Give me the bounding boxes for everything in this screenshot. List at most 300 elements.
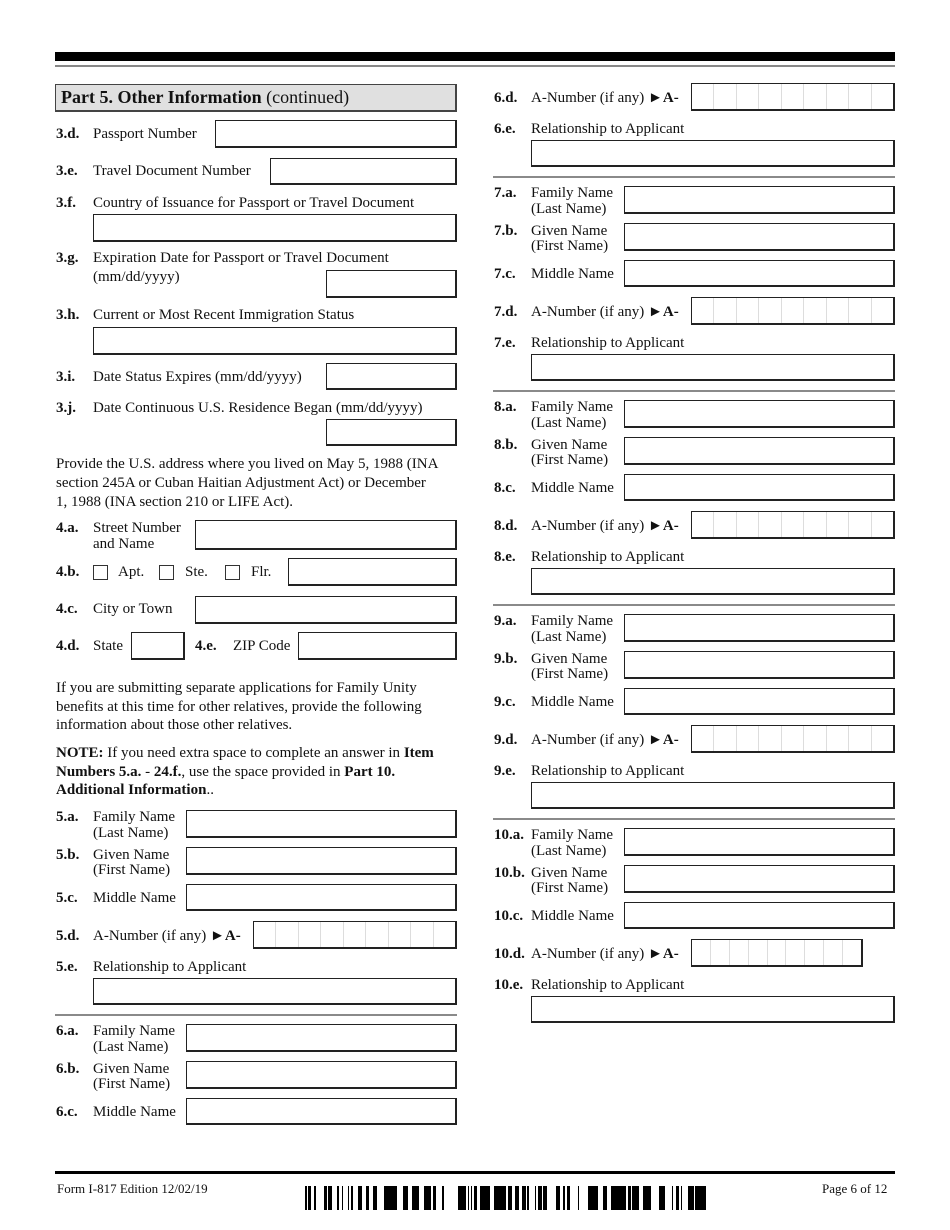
a-number-input[interactable] bbox=[691, 83, 895, 111]
item-number: 5.d. bbox=[56, 928, 80, 944]
barcode-bar bbox=[515, 1186, 519, 1210]
relative-number: 10 bbox=[494, 865, 509, 881]
item-number: 9.d. bbox=[494, 732, 518, 748]
a-number-digit-cell bbox=[759, 726, 781, 751]
barcode-bar bbox=[415, 1186, 418, 1210]
item-number: 6.e. bbox=[494, 121, 516, 137]
relationship-label: Relationship to Applicant bbox=[531, 549, 685, 565]
barcode-bar bbox=[418, 1186, 419, 1210]
a-number-digit-cell bbox=[768, 940, 787, 965]
relative-number: 6 bbox=[494, 121, 502, 137]
a-prefix: A- bbox=[224, 928, 241, 944]
middle-name-input[interactable] bbox=[624, 260, 895, 287]
item-number: 10.d. bbox=[494, 946, 525, 962]
passport-number-input[interactable] bbox=[215, 120, 457, 148]
status-expires-input[interactable] bbox=[326, 363, 457, 390]
family-name-input[interactable] bbox=[624, 186, 895, 214]
a-number-digit-cell bbox=[782, 512, 804, 537]
note-bold: Item bbox=[403, 745, 434, 761]
barcode-bar bbox=[305, 1186, 307, 1210]
family-instructions: benefits at this time for other relatives, provide the following bbox=[56, 699, 422, 715]
barcode-bar bbox=[563, 1186, 565, 1210]
status-expires-label: Date Status Expires (mm/dd/yyyy) bbox=[93, 369, 302, 385]
address-instructions: section 245A or Cuban Haitian Adjustment Act) or December bbox=[56, 475, 426, 491]
barcode-bar bbox=[386, 1186, 390, 1210]
item-number: 3.j. bbox=[56, 400, 76, 416]
item-number: 5.b. bbox=[56, 847, 80, 863]
relationship-input[interactable] bbox=[531, 996, 895, 1023]
barcode-bar bbox=[611, 1186, 615, 1210]
barcode-bar bbox=[427, 1186, 430, 1210]
item-number: 5.c. bbox=[56, 890, 78, 906]
middle-name-input[interactable] bbox=[624, 688, 895, 715]
barcode-bar bbox=[463, 1186, 466, 1210]
relative-number: 5 bbox=[56, 959, 64, 975]
given-name-label: Given Name bbox=[531, 223, 608, 239]
expiration-date-input[interactable] bbox=[326, 270, 457, 298]
item-number: 7.a. bbox=[494, 185, 517, 201]
given-name-label: Given Name bbox=[531, 437, 608, 453]
family-name-label: Family Name bbox=[531, 827, 614, 843]
item-number: 10.e. bbox=[494, 977, 524, 993]
section-header bbox=[55, 84, 457, 112]
a-number-text: A-Number (if any) bbox=[531, 946, 645, 962]
barcode-bar bbox=[604, 1186, 607, 1210]
barcode-bar bbox=[496, 1186, 500, 1210]
note-line-3 bbox=[56, 781, 214, 799]
barcode-bar bbox=[699, 1186, 703, 1210]
footer-page-number: Page 6 of 12 bbox=[822, 1181, 888, 1196]
a-number-label bbox=[531, 945, 679, 963]
a-number-digit-cell bbox=[254, 922, 276, 947]
a-number-digit-cell bbox=[872, 298, 893, 323]
immigration-status-input[interactable] bbox=[93, 327, 457, 355]
barcode-bar bbox=[695, 1186, 699, 1210]
item-number: 3.i. bbox=[56, 369, 76, 385]
middle-name-input[interactable] bbox=[186, 884, 457, 911]
a-number-digit-cell bbox=[344, 922, 366, 947]
barcode-bar bbox=[522, 1186, 526, 1210]
barcode-bar bbox=[568, 1186, 570, 1210]
first-name-label: (First Name) bbox=[531, 666, 609, 682]
a-number-digit-cell bbox=[827, 512, 849, 537]
section-divider bbox=[493, 390, 895, 392]
relationship-label: Relationship to Applicant bbox=[531, 977, 685, 993]
barcode-bar bbox=[308, 1186, 310, 1210]
apt-checkbox[interactable] bbox=[93, 565, 108, 580]
street-label-2: and Name bbox=[93, 536, 155, 552]
a-number-digit-cell bbox=[366, 922, 388, 947]
relative-number: 9 bbox=[494, 763, 502, 779]
a-number-text: A-Number (if any) bbox=[93, 928, 207, 944]
barcode-bar bbox=[433, 1186, 436, 1210]
relative-number: 8 bbox=[494, 518, 502, 534]
relative-number: 8 bbox=[494, 480, 502, 496]
relative-number: 9 bbox=[494, 694, 502, 710]
section-divider bbox=[493, 176, 895, 178]
note-text: , use the space provided in bbox=[181, 764, 345, 780]
relationship-input[interactable] bbox=[93, 978, 457, 1005]
a-number-digit-cell bbox=[872, 726, 893, 751]
last-name-label: (Last Name) bbox=[531, 843, 607, 859]
barcode-bar bbox=[384, 1186, 386, 1210]
barcode-bar bbox=[461, 1186, 463, 1210]
note-bold: 24.f. bbox=[153, 764, 182, 780]
barcode-bar bbox=[468, 1186, 469, 1210]
section-divider bbox=[55, 1014, 457, 1016]
item-number: 7.d. bbox=[494, 304, 518, 320]
state-select[interactable] bbox=[131, 632, 185, 660]
zip-label: ZIP Code bbox=[233, 638, 291, 654]
a-number-digit-cell bbox=[411, 922, 433, 947]
barcode-bar bbox=[328, 1186, 332, 1210]
first-name-label: (First Name) bbox=[531, 452, 609, 468]
barcode-bar bbox=[622, 1186, 626, 1210]
item-number: 3.e. bbox=[56, 163, 78, 179]
a-number-digit-cell bbox=[692, 298, 714, 323]
a-number-label bbox=[531, 303, 679, 321]
barcode-bar bbox=[474, 1186, 477, 1210]
a-number-digit-cell bbox=[804, 726, 826, 751]
barcode-bar bbox=[314, 1186, 316, 1210]
family-name-label: Family Name bbox=[93, 809, 176, 825]
relative-number: 5 bbox=[56, 809, 64, 825]
last-name-label: (Last Name) bbox=[531, 629, 607, 645]
a-number-digit-cell bbox=[276, 922, 298, 947]
barcode-bar bbox=[661, 1186, 665, 1210]
barcode-bar bbox=[373, 1186, 375, 1210]
first-name-label: (First Name) bbox=[531, 238, 609, 254]
a-number-digit-cell bbox=[714, 84, 736, 109]
last-name-label: (Last Name) bbox=[93, 1039, 169, 1055]
item-number: 4.a. bbox=[56, 520, 79, 536]
barcode-bar bbox=[632, 1186, 636, 1210]
a-number-digit-cell bbox=[711, 940, 730, 965]
arrow-icon: ► bbox=[210, 928, 225, 944]
barcode-bar bbox=[578, 1186, 579, 1210]
note-bold: Numbers 5.a. bbox=[56, 764, 142, 780]
a-number-digit-cell bbox=[849, 84, 871, 109]
family-name-input[interactable] bbox=[624, 828, 895, 856]
city-input[interactable] bbox=[195, 596, 457, 624]
a-number-digit-cell bbox=[389, 922, 411, 947]
relative-number: 9 bbox=[494, 613, 502, 629]
a-number-digit-cell bbox=[759, 84, 781, 109]
middle-name-label: Middle Name bbox=[531, 480, 614, 496]
arrow-icon: ► bbox=[648, 90, 663, 106]
barcode-bar bbox=[342, 1186, 343, 1210]
a-number-digit-cell bbox=[737, 84, 759, 109]
country-of-issuance-label: Country of Issuance for Passport or Travel Document bbox=[93, 195, 415, 211]
travel-document-number-input[interactable] bbox=[270, 158, 457, 185]
given-name-input[interactable] bbox=[186, 847, 457, 875]
first-name-label: (First Name) bbox=[93, 862, 171, 878]
barcode-bar bbox=[544, 1186, 545, 1210]
item-number: 6.b. bbox=[56, 1061, 80, 1077]
barcode-bar bbox=[596, 1186, 598, 1210]
barcode-bar bbox=[535, 1186, 536, 1210]
a-number-digit-cell bbox=[737, 726, 759, 751]
family-name-label: Family Name bbox=[531, 185, 614, 201]
barcode-bar bbox=[659, 1186, 661, 1210]
item-number: 10.c. bbox=[494, 908, 524, 924]
arrow-icon: ► bbox=[648, 518, 663, 534]
relationship-input[interactable] bbox=[531, 782, 895, 809]
note-text: If you need extra space to complete an answer in bbox=[103, 745, 404, 761]
middle-name-input[interactable] bbox=[186, 1098, 457, 1125]
item-number: 9.a. bbox=[494, 613, 517, 629]
a-number-digit-cell bbox=[827, 298, 849, 323]
relative-number: 10 bbox=[494, 946, 509, 962]
a-number-label bbox=[93, 927, 241, 945]
top-thick-rule bbox=[55, 52, 895, 61]
middle-name-label: Middle Name bbox=[93, 890, 176, 906]
a-prefix: A- bbox=[662, 518, 679, 534]
a-number-digit-cell bbox=[692, 726, 714, 751]
a-number-input[interactable] bbox=[691, 939, 863, 967]
barcode-bar bbox=[424, 1186, 427, 1210]
top-thin-rule bbox=[55, 65, 895, 67]
item-number: 6.a. bbox=[56, 1023, 79, 1039]
relative-number: 7 bbox=[494, 185, 502, 201]
given-name-input[interactable] bbox=[624, 651, 895, 679]
relative-number: 7 bbox=[494, 335, 502, 351]
barcode-bar bbox=[488, 1186, 490, 1210]
relative-number: 7 bbox=[494, 266, 502, 282]
relationship-label: Relationship to Applicant bbox=[531, 121, 685, 137]
barcode-bar bbox=[500, 1186, 503, 1210]
relative-number: 5 bbox=[56, 890, 64, 906]
note-label: NOTE: bbox=[56, 745, 104, 761]
item-number: 8.d. bbox=[494, 518, 518, 534]
given-name-input[interactable] bbox=[624, 865, 895, 893]
item-number: 7.e. bbox=[494, 335, 516, 351]
barcode-bar bbox=[649, 1186, 651, 1210]
unit-number-input[interactable] bbox=[288, 558, 457, 586]
barcode-bar bbox=[406, 1186, 408, 1210]
item-number: 3.f. bbox=[56, 195, 76, 211]
residence-began-label: Date Continuous U.S. Residence Began (mm/dd/yyyy) bbox=[93, 400, 423, 416]
a-number-digit-cell bbox=[759, 512, 781, 537]
item-number: 8.b. bbox=[494, 437, 518, 453]
note-bold: Part 10. bbox=[344, 764, 396, 780]
relative-number: 8 bbox=[494, 399, 502, 415]
a-number-input[interactable] bbox=[691, 511, 895, 539]
a-number-digit-cell bbox=[749, 940, 768, 965]
given-name-input[interactable] bbox=[624, 223, 895, 251]
a-number-text: A-Number (if any) bbox=[531, 90, 645, 106]
a-number-digit-cell bbox=[714, 726, 736, 751]
relationship-input[interactable] bbox=[531, 568, 895, 595]
relative-number: 7 bbox=[494, 223, 502, 239]
a-number-digit-cell bbox=[849, 726, 871, 751]
a-number-digit-cell bbox=[782, 298, 804, 323]
family-name-input[interactable] bbox=[186, 1024, 457, 1052]
a-number-digit-cell bbox=[804, 298, 826, 323]
a-number-input[interactable] bbox=[691, 725, 895, 753]
family-name-label: Family Name bbox=[93, 1023, 176, 1039]
a-number-text: A-Number (if any) bbox=[531, 732, 645, 748]
barcode-bar bbox=[592, 1186, 596, 1210]
barcode-bar bbox=[681, 1186, 682, 1210]
arrow-icon: ► bbox=[648, 946, 663, 962]
barcode-bar bbox=[703, 1186, 706, 1210]
a-number-input[interactable] bbox=[253, 921, 457, 949]
barcode-bar bbox=[619, 1186, 621, 1210]
relative-number: 10 bbox=[494, 908, 509, 924]
ste-checkbox[interactable] bbox=[159, 565, 174, 580]
barcode-bar bbox=[375, 1186, 377, 1210]
ste-label: Ste. bbox=[185, 564, 208, 580]
relative-number: 7 bbox=[494, 304, 502, 320]
barcode-bar bbox=[621, 1186, 622, 1210]
item-number: 4.e. bbox=[195, 638, 217, 654]
a-number-digit-cell bbox=[692, 512, 714, 537]
barcode-bar bbox=[480, 1186, 481, 1210]
given-name-input[interactable] bbox=[624, 437, 895, 465]
item-number: 7.c. bbox=[494, 266, 516, 282]
relationship-input[interactable] bbox=[531, 140, 895, 167]
state-label: State bbox=[93, 638, 123, 654]
relative-number: 8 bbox=[494, 437, 502, 453]
barcode-bar bbox=[556, 1186, 560, 1210]
a-number-digit-cell bbox=[843, 940, 861, 965]
relative-number: 9 bbox=[494, 732, 502, 748]
relative-number: 6 bbox=[56, 1023, 64, 1039]
middle-name-input[interactable] bbox=[624, 474, 895, 501]
street-input[interactable] bbox=[195, 520, 457, 550]
relationship-label: Relationship to Applicant bbox=[531, 335, 685, 351]
section-divider bbox=[493, 604, 895, 606]
family-name-input[interactable] bbox=[186, 810, 457, 838]
a-number-input[interactable] bbox=[691, 297, 895, 325]
arrow-icon: ► bbox=[648, 732, 663, 748]
passport-number-label: Passport Number bbox=[93, 126, 197, 142]
a-number-digit-cell bbox=[737, 512, 759, 537]
flr-checkbox[interactable] bbox=[225, 565, 240, 580]
barcode-bar bbox=[412, 1186, 413, 1210]
barcode-bar bbox=[390, 1186, 394, 1210]
barcode-bar bbox=[591, 1186, 592, 1210]
item-number: 5.e. bbox=[56, 959, 78, 975]
barcode-bar bbox=[628, 1186, 631, 1210]
country-of-issuance-input[interactable] bbox=[93, 214, 457, 242]
barcode-bar bbox=[430, 1186, 431, 1210]
relative-number: 5 bbox=[56, 847, 64, 863]
item-number: 3.h. bbox=[56, 307, 80, 323]
a-number-digit-cell bbox=[299, 922, 321, 947]
family-instructions: If you are submitting separate applications for Family Unity bbox=[56, 680, 417, 696]
given-name-label: Given Name bbox=[531, 865, 608, 881]
relative-number: 10 bbox=[494, 977, 509, 993]
family-name-input[interactable] bbox=[624, 400, 895, 428]
given-name-input[interactable] bbox=[186, 1061, 457, 1089]
barcode-bar bbox=[503, 1186, 506, 1210]
arrow-icon: ► bbox=[648, 304, 663, 320]
barcode-bar bbox=[324, 1186, 327, 1210]
first-name-label: (First Name) bbox=[93, 1076, 171, 1092]
family-name-input[interactable] bbox=[624, 614, 895, 642]
a-number-digit-cell bbox=[849, 512, 871, 537]
barcode-bar bbox=[545, 1186, 547, 1210]
a-number-digit-cell bbox=[737, 298, 759, 323]
a-number-label bbox=[531, 517, 679, 535]
item-number: 5.a. bbox=[56, 809, 79, 825]
last-name-label: (Last Name) bbox=[531, 201, 607, 217]
barcode-bar bbox=[366, 1186, 369, 1210]
zip-input[interactable] bbox=[298, 632, 457, 660]
address-instructions: Provide the U.S. address where you lived on May 5, 1988 (INA bbox=[56, 456, 439, 472]
a-number-digit-cell bbox=[827, 726, 849, 751]
family-instructions: information about those other relatives. bbox=[56, 717, 293, 733]
street-label: Street Number bbox=[93, 520, 181, 536]
item-number: 3.g. bbox=[56, 250, 79, 266]
note-bold: Additional Information bbox=[56, 782, 207, 798]
barcode-bar bbox=[645, 1186, 649, 1210]
relationship-input[interactable] bbox=[531, 354, 895, 381]
immigration-status-label: Current or Most Recent Immigration Status bbox=[93, 307, 355, 323]
a-number-digit-cell bbox=[434, 922, 455, 947]
a-number-digit-cell bbox=[804, 84, 826, 109]
a-number-digit-cell bbox=[872, 512, 893, 537]
a-number-digit-cell bbox=[714, 512, 736, 537]
barcode-bar bbox=[352, 1186, 353, 1210]
item-number: 6.d. bbox=[494, 90, 518, 106]
family-name-label: Family Name bbox=[531, 613, 614, 629]
given-name-label: Given Name bbox=[531, 651, 608, 667]
middle-name-input[interactable] bbox=[624, 902, 895, 929]
apt-label: Apt. bbox=[118, 564, 145, 580]
barcode-bar bbox=[481, 1186, 484, 1210]
barcode-bar bbox=[615, 1186, 619, 1210]
barcode-bar bbox=[459, 1186, 461, 1210]
note-text: .. bbox=[206, 782, 214, 798]
a-number-digit-cell bbox=[786, 940, 805, 965]
residence-began-input[interactable] bbox=[326, 419, 457, 446]
item-number: 8.a. bbox=[494, 399, 517, 415]
item-number: 10.b. bbox=[494, 865, 525, 881]
last-name-label: (Last Name) bbox=[93, 825, 169, 841]
barcode-bar bbox=[348, 1186, 349, 1210]
relative-number: 6 bbox=[494, 90, 502, 106]
relative-number: 6 bbox=[56, 1104, 64, 1120]
section-divider bbox=[493, 818, 895, 820]
barcode-bar bbox=[442, 1186, 444, 1210]
a-number-digit-cell bbox=[849, 298, 871, 323]
barcode-bar bbox=[588, 1186, 591, 1210]
family-name-label: Family Name bbox=[531, 399, 614, 415]
barcode-bar bbox=[351, 1186, 352, 1210]
barcode-bar bbox=[394, 1186, 397, 1210]
item-number: 9.b. bbox=[494, 651, 518, 667]
a-number-digit-cell bbox=[872, 84, 893, 109]
a-number-text: A-Number (if any) bbox=[531, 304, 645, 320]
barcode-bar bbox=[413, 1186, 415, 1210]
address-instructions: 1, 1988 (INA section 210 or LIFE Act). bbox=[56, 494, 294, 510]
relative-number: 8 bbox=[494, 549, 502, 565]
barcode-bar bbox=[643, 1186, 645, 1210]
a-number-digit-cell bbox=[827, 84, 849, 109]
a-number-digit-cell bbox=[805, 940, 824, 965]
middle-name-label: Middle Name bbox=[93, 1104, 176, 1120]
barcode-bar bbox=[636, 1186, 639, 1210]
relationship-label: Relationship to Applicant bbox=[93, 959, 247, 975]
a-number-label bbox=[531, 731, 679, 749]
a-number-digit-cell bbox=[692, 84, 714, 109]
relative-number: 5 bbox=[56, 928, 64, 944]
a-number-digit-cell bbox=[782, 84, 804, 109]
item-number: 7.b. bbox=[494, 223, 518, 239]
